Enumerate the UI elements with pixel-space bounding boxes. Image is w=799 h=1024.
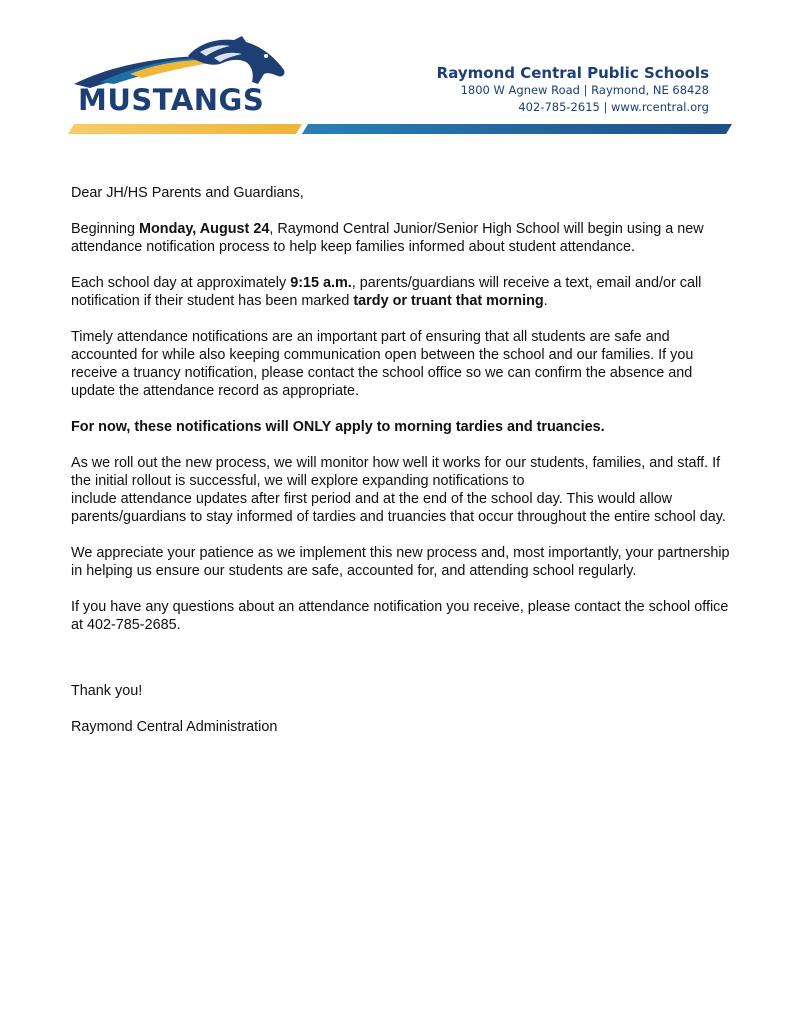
mustangs-logo: [70, 34, 295, 120]
paragraph-rollout: [71, 454, 731, 526]
salutation: Dear JH/HS Parents and Guardians,: [71, 185, 304, 201]
signature: Raymond Central Administration: [71, 719, 278, 735]
letterhead: [0, 0, 799, 140]
text-run: As we roll out the new process, we will monitor how well it works for our students, families, and staff. If the initial rollout is successful, we will explore expanding notifications to: [71, 455, 721, 489]
tardy-truant-emphasis: tardy or truant that morning: [353, 293, 544, 309]
letter-body: [71, 184, 731, 736]
paragraph-notification-time: [71, 274, 731, 310]
closing: Thank you!: [71, 683, 143, 699]
paragraph-start-date: [71, 220, 731, 256]
letterhead-color-band: [68, 124, 732, 134]
paragraph-questions: If you have any questions about an attendance notification you receive, please contact the school office at 402-785-2685.: [71, 599, 729, 633]
text-run: , parents/guardians will receive a text, email and/or call notification if their student has been marked: [71, 275, 702, 309]
text-run: , Raymond Central Junior/Senior High School will begin using a new attendance notification process to help keep families informed about student attendance.: [71, 221, 704, 255]
school-name: Raymond Central Public Schools: [436, 64, 709, 82]
text-run: include attendance updates after first period and at the end of the school day. This would allow parents/guardians to stay informed of tardies and truancies that occur throughout the entire school day.: [71, 491, 726, 525]
logo-wordmark: MUSTANGS: [78, 83, 265, 117]
notification-time: 9:15 a.m.: [290, 275, 352, 291]
school-contact-block: [437, 64, 709, 116]
text-run: Beginning: [71, 221, 140, 237]
school-phone-website: 402-785-2615 | www.rcentral.org: [518, 100, 709, 114]
paragraph-timely-notifications: Timely attendance notifications are an important part of ensuring that all students are safe and accounted for while also keeping communication open between the school and our families. If you receive a truancy notification, please contact the school office so we can confirm the absence and update the attendance record as appropriate.: [71, 329, 694, 399]
text-run: .: [543, 293, 548, 309]
paragraph-appreciation: We appreciate your patience as we implement this new process and, most importantly, your partnership in helping us ensure our students are safe, accounted for, and attending school regularly.: [71, 545, 730, 579]
school-address: 1800 W Agnew Road | Raymond, NE 68428: [460, 83, 709, 97]
text-run: Each school day at approximately: [71, 275, 291, 291]
paragraph-morning-only-notice: For now, these notifications will ONLY apply to morning tardies and truancies.: [71, 419, 605, 435]
start-date: Monday, August 24: [139, 221, 270, 237]
